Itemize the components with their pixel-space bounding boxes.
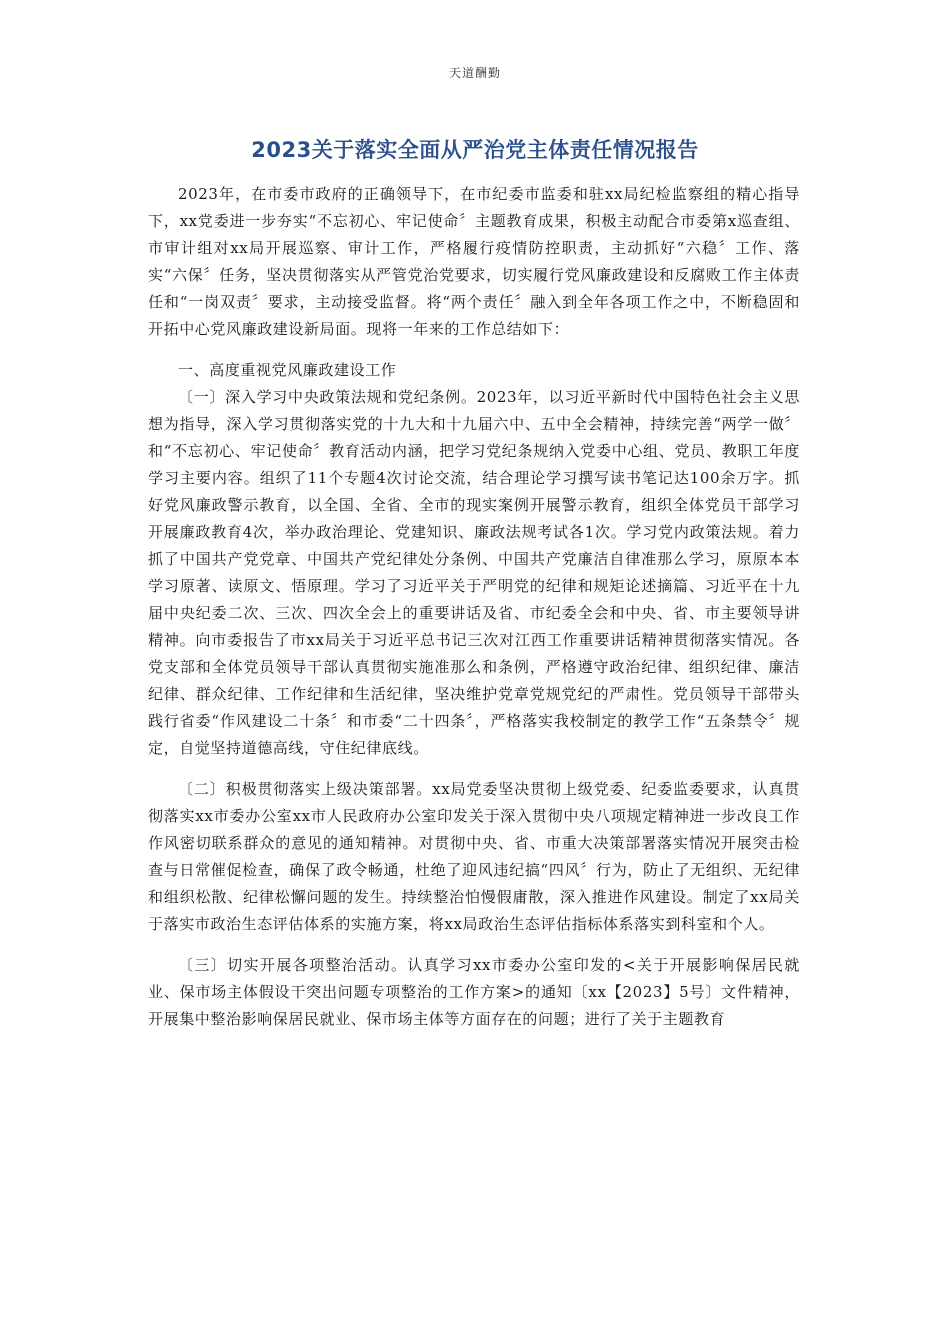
- document-body: [148, 181, 800, 1033]
- section-heading: 一、高度重视党风廉政建设工作: [178, 361, 397, 379]
- intro-paragraph: 2023年，在市委市政府的正确领导下，在市纪委市监委和驻xx局纪检监察组的精心指导下，xx党委进一步夯实“不忘初心、牢记使命〞主题教育成果，积极主动配合市委第x巡查组、市审计组对xx局开展巡察、审计工作，严格履行疫情防控职责，主动抓好“六稳〞工作、落实“六保〞任务，坚决贯彻落实从严管党治党要求，切实履行党风廉政建设和反腐败工作主体责任和“一岗双责〞要求，主动接受监督。将“两个责任〞融入到全年各项工作之中，不断稳固和开拓中心党风廉政建设新局面。现将一年来的工作总结如下：: [148, 185, 800, 338]
- paragraph-1: 〔一〕深入学习中央政策法规和党纪条例。2023年，以习近平新时代中国特色社会主义思想为指导，深入学习贯彻落实党的十九大和十九届六中、五中全会精神，持续完善“两学一做〞和“不忘初心、牢记使命〞教育活动内涵，把学习党纪条规纳入党委中心组、党员、教职工年度学习主要内容。组织了11个专题4次讨论交流，结合理论学习撰写读书笔记达100余万字。抓好党风廉政警示教育，以全国、全省、全市的现实案例开展警示教育，组织全体党员干部学习开展廉政教育4次，举办政治理论、党建知识、廉政法规考试各1次。学习党内政策法规。着力抓了中国共产党党章、中国共产党纪律处分条例、中国共产党廉洁自律准那么学习，原原本本学习原著、读原文、悟原理。学习了习近平关于严明党的纪律和规矩论述摘篇、习近平在十九届中央纪委二次、三次、四次全会上的重要讲话及省、市纪委全会和中央、省、市主要领导讲精神。向市委报告了市xx局关于习近平总书记三次对江西工作重要讲话精神贯彻落实情况。各党支部和全体党员领导干部认真贯彻实施准那么和条例，严格遵守政治纪律、组织纪律、廉洁纪律、群众纪律、工作纪律和生活纪律，坚决维护党章党规党纪的严肃性。党员领导干部带头践行省委“作风建设二十条〞和市委“二十四条〞，严格落实我校制定的教学工作“五条禁令〞规定，自觉坚持道德高线，守住纪律底线。: [148, 388, 800, 757]
- header-mark: 天道酬勤: [448, 66, 501, 80]
- paragraph-3: 〔三〕切实开展各项整治活动。认真学习xx市委办公室印发的<关于开展影响保居民就业、保市场主体假设干突出问题专项整治的工作方案>的通知〔xx【2023】5号〕文件精神，开展集中整治影响保居民就业、保市场主体等方面存在的问题；进行了关于主题教育: [148, 956, 800, 1028]
- paragraph-2: 〔二〕积极贯彻落实上级决策部署。xx局党委坚决贯彻上级党委、纪委监委要求，认真贯彻落实xx市委办公室xx市人民政府办公室印发关于深入贯彻中央八项规定精神进一步改良工作作风密切联系群众的意见的通知精神。对贯彻中央、省、市重大决策部署落实情况开展突击检查与日常催促检查，确保了政令畅通，杜绝了迎风违纪搞“四风〞行为，防止了无组织、无纪律和组织松散、纪律松懈问题的发生。持续整治怕慢假庸散，深入推进作风建设。制定了xx局关于落实市政治生态评估体系的实施方案，将xx局政治生态评估指标体系落实到科室和个人。: [148, 780, 800, 933]
- document-title: 2023关于落实全面从严治党主体责任情况报告: [251, 138, 699, 162]
